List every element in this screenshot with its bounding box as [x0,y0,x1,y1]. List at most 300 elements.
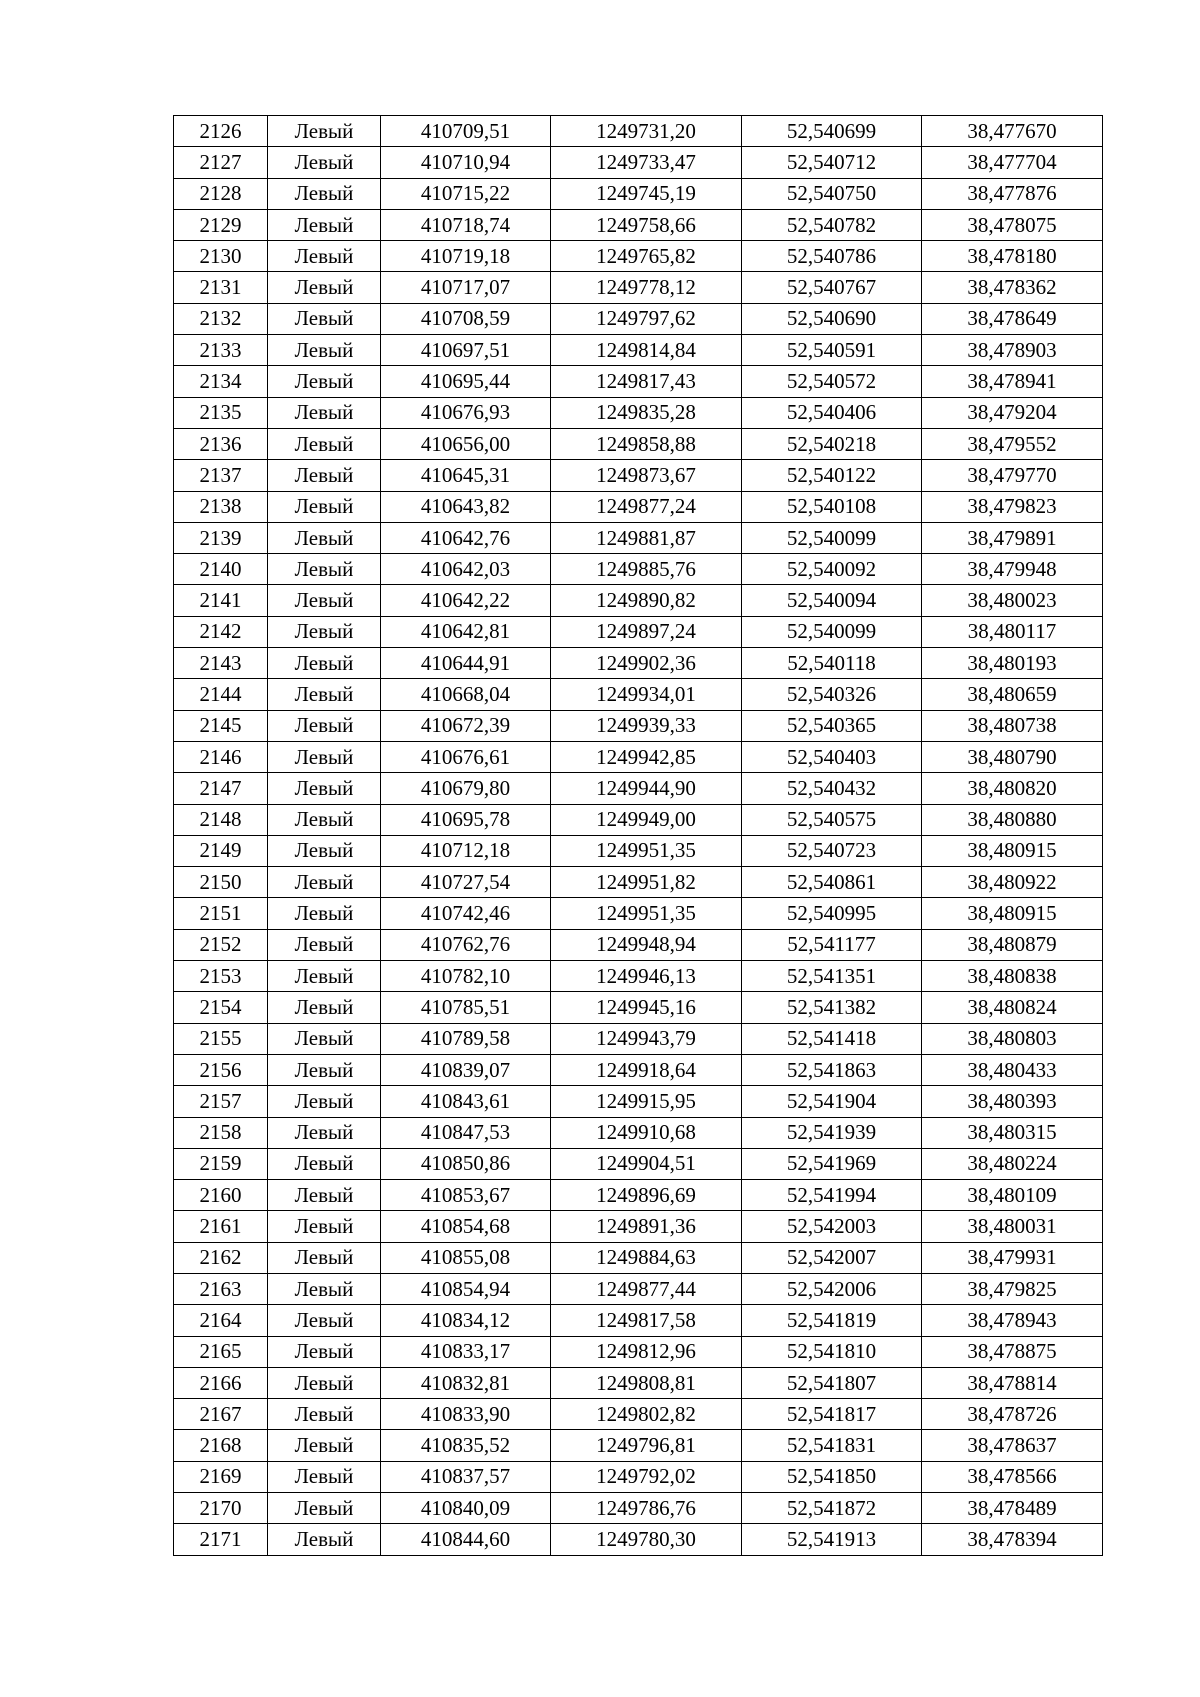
longitude-cell: 38,480433 [922,1054,1103,1085]
longitude-cell: 38,478362 [922,272,1103,303]
table-row [174,961,1103,992]
table-row [174,178,1103,209]
y-coordinate-cell: 1249944,90 [551,773,742,804]
x-coordinate-cell: 410656,00 [381,428,551,459]
side-cell: Левый [268,1336,381,1367]
y-coordinate-cell: 1249858,88 [551,428,742,459]
table-row [174,147,1103,178]
table-row [174,522,1103,553]
side-cell: Левый [268,1430,381,1461]
side-cell: Левый [268,929,381,960]
longitude-cell: 38,478637 [922,1430,1103,1461]
latitude-cell: 52,540326 [742,679,922,710]
table-row [174,1430,1103,1461]
x-coordinate-cell: 410672,39 [381,710,551,741]
y-coordinate-cell: 1249946,13 [551,961,742,992]
x-coordinate-cell: 410719,18 [381,241,551,272]
longitude-cell: 38,479948 [922,554,1103,585]
x-coordinate-cell: 410642,76 [381,522,551,553]
y-coordinate-cell: 1249877,24 [551,491,742,522]
point-number-cell: 2157 [174,1086,268,1117]
point-number-cell: 2127 [174,147,268,178]
latitude-cell: 52,540712 [742,147,922,178]
table-row [174,1493,1103,1524]
longitude-cell: 38,478943 [922,1305,1103,1336]
x-coordinate-cell: 410676,61 [381,741,551,772]
side-cell: Левый [268,1023,381,1054]
longitude-cell: 38,480803 [922,1023,1103,1054]
x-coordinate-cell: 410642,03 [381,554,551,585]
side-cell: Левый [268,1461,381,1492]
longitude-cell: 38,478394 [922,1524,1103,1555]
side-cell: Левый [268,428,381,459]
table-row [174,616,1103,647]
longitude-cell: 38,480023 [922,585,1103,616]
longitude-cell: 38,480824 [922,992,1103,1023]
y-coordinate-cell: 1249778,12 [551,272,742,303]
y-coordinate-cell: 1249758,66 [551,209,742,240]
table-row [174,1180,1103,1211]
point-number-cell: 2139 [174,522,268,553]
side-cell: Левый [268,241,381,272]
side-cell: Левый [268,648,381,679]
side-cell: Левый [268,116,381,147]
side-cell: Левый [268,992,381,1023]
longitude-cell: 38,479891 [922,522,1103,553]
longitude-cell: 38,478941 [922,366,1103,397]
table-row [174,335,1103,366]
table-row [174,366,1103,397]
table-row [174,773,1103,804]
point-number-cell: 2142 [174,616,268,647]
latitude-cell: 52,540108 [742,491,922,522]
longitude-cell: 38,480838 [922,961,1103,992]
point-number-cell: 2143 [174,648,268,679]
y-coordinate-cell: 1249948,94 [551,929,742,960]
side-cell: Левый [268,1273,381,1304]
longitude-cell: 38,479770 [922,460,1103,491]
longitude-cell: 38,480659 [922,679,1103,710]
table-row [174,1086,1103,1117]
coordinates-table [173,115,1103,1556]
side-cell: Левый [268,522,381,553]
table-row [174,648,1103,679]
latitude-cell: 52,541969 [742,1148,922,1179]
y-coordinate-cell: 1249939,33 [551,710,742,741]
point-number-cell: 2135 [174,397,268,428]
y-coordinate-cell: 1249786,76 [551,1493,742,1524]
y-coordinate-cell: 1249792,02 [551,1461,742,1492]
x-coordinate-cell: 410643,82 [381,491,551,522]
table-row [174,1211,1103,1242]
point-number-cell: 2147 [174,773,268,804]
x-coordinate-cell: 410833,90 [381,1399,551,1430]
table-row [174,1117,1103,1148]
longitude-cell: 38,480224 [922,1148,1103,1179]
side-cell: Левый [268,616,381,647]
y-coordinate-cell: 1249814,84 [551,335,742,366]
x-coordinate-cell: 410855,08 [381,1242,551,1273]
y-coordinate-cell: 1249797,62 [551,303,742,334]
latitude-cell: 52,540218 [742,428,922,459]
longitude-cell: 38,480315 [922,1117,1103,1148]
longitude-cell: 38,478180 [922,241,1103,272]
longitude-cell: 38,480820 [922,773,1103,804]
table-row [174,491,1103,522]
latitude-cell: 52,540995 [742,898,922,929]
point-number-cell: 2154 [174,992,268,1023]
x-coordinate-cell: 410833,17 [381,1336,551,1367]
latitude-cell: 52,540092 [742,554,922,585]
x-coordinate-cell: 410710,94 [381,147,551,178]
side-cell: Левый [268,867,381,898]
table-row [174,929,1103,960]
table-row [174,1242,1103,1273]
latitude-cell: 52,541351 [742,961,922,992]
table-row [174,992,1103,1023]
side-cell: Левый [268,397,381,428]
table-row [174,1273,1103,1304]
x-coordinate-cell: 410727,54 [381,867,551,898]
point-number-cell: 2149 [174,835,268,866]
latitude-cell: 52,540094 [742,585,922,616]
x-coordinate-cell: 410679,80 [381,773,551,804]
table-row [174,710,1103,741]
longitude-cell: 38,480915 [922,898,1103,929]
coordinates-table-body [174,116,1103,1556]
y-coordinate-cell: 1249951,82 [551,867,742,898]
table-row [174,116,1103,147]
latitude-cell: 52,540403 [742,741,922,772]
x-coordinate-cell: 410644,91 [381,648,551,679]
point-number-cell: 2140 [174,554,268,585]
y-coordinate-cell: 1249934,01 [551,679,742,710]
side-cell: Левый [268,491,381,522]
point-number-cell: 2133 [174,335,268,366]
side-cell: Левый [268,1367,381,1398]
side-cell: Левый [268,961,381,992]
longitude-cell: 38,480879 [922,929,1103,960]
side-cell: Левый [268,460,381,491]
side-cell: Левый [268,366,381,397]
side-cell: Левый [268,1524,381,1555]
latitude-cell: 52,541831 [742,1430,922,1461]
point-number-cell: 2168 [174,1430,268,1461]
longitude-cell: 38,480117 [922,616,1103,647]
x-coordinate-cell: 410847,53 [381,1117,551,1148]
x-coordinate-cell: 410789,58 [381,1023,551,1054]
latitude-cell: 52,542003 [742,1211,922,1242]
x-coordinate-cell: 410785,51 [381,992,551,1023]
longitude-cell: 38,477704 [922,147,1103,178]
latitude-cell: 52,541817 [742,1399,922,1430]
y-coordinate-cell: 1249951,35 [551,835,742,866]
table-row [174,741,1103,772]
longitude-cell: 38,480922 [922,867,1103,898]
y-coordinate-cell: 1249812,96 [551,1336,742,1367]
latitude-cell: 52,540750 [742,178,922,209]
latitude-cell: 52,541994 [742,1180,922,1211]
y-coordinate-cell: 1249945,16 [551,992,742,1023]
x-coordinate-cell: 410717,07 [381,272,551,303]
latitude-cell: 52,540786 [742,241,922,272]
y-coordinate-cell: 1249817,43 [551,366,742,397]
y-coordinate-cell: 1249765,82 [551,241,742,272]
point-number-cell: 2151 [174,898,268,929]
x-coordinate-cell: 410695,78 [381,804,551,835]
latitude-cell: 52,541810 [742,1336,922,1367]
longitude-cell: 38,478649 [922,303,1103,334]
side-cell: Левый [268,679,381,710]
table-row [174,835,1103,866]
x-coordinate-cell: 410832,81 [381,1367,551,1398]
latitude-cell: 52,541939 [742,1117,922,1148]
latitude-cell: 52,541418 [742,1023,922,1054]
y-coordinate-cell: 1249877,44 [551,1273,742,1304]
x-coordinate-cell: 410850,86 [381,1148,551,1179]
side-cell: Левый [268,1117,381,1148]
x-coordinate-cell: 410642,81 [381,616,551,647]
latitude-cell: 52,541382 [742,992,922,1023]
side-cell: Левый [268,147,381,178]
y-coordinate-cell: 1249904,51 [551,1148,742,1179]
point-number-cell: 2169 [174,1461,268,1492]
side-cell: Левый [268,1399,381,1430]
latitude-cell: 52,540432 [742,773,922,804]
longitude-cell: 38,478489 [922,1493,1103,1524]
latitude-cell: 52,540861 [742,867,922,898]
table-row [174,679,1103,710]
x-coordinate-cell: 410715,22 [381,178,551,209]
latitude-cell: 52,541913 [742,1524,922,1555]
longitude-cell: 38,477670 [922,116,1103,147]
point-number-cell: 2126 [174,116,268,147]
table-row [174,303,1103,334]
table-row [174,460,1103,491]
side-cell: Левый [268,335,381,366]
y-coordinate-cell: 1249745,19 [551,178,742,209]
point-number-cell: 2138 [174,491,268,522]
table-row [174,804,1103,835]
longitude-cell: 38,478814 [922,1367,1103,1398]
latitude-cell: 52,542007 [742,1242,922,1273]
point-number-cell: 2159 [174,1148,268,1179]
side-cell: Левый [268,178,381,209]
side-cell: Левый [268,1054,381,1085]
longitude-cell: 38,480193 [922,648,1103,679]
side-cell: Левый [268,554,381,585]
longitude-cell: 38,480738 [922,710,1103,741]
latitude-cell: 52,541177 [742,929,922,960]
table-row [174,867,1103,898]
x-coordinate-cell: 410712,18 [381,835,551,866]
point-number-cell: 2134 [174,366,268,397]
side-cell: Левый [268,1180,381,1211]
x-coordinate-cell: 410742,46 [381,898,551,929]
point-number-cell: 2161 [174,1211,268,1242]
longitude-cell: 38,478726 [922,1399,1103,1430]
x-coordinate-cell: 410695,44 [381,366,551,397]
point-number-cell: 2145 [174,710,268,741]
x-coordinate-cell: 410839,07 [381,1054,551,1085]
point-number-cell: 2150 [174,867,268,898]
latitude-cell: 52,541807 [742,1367,922,1398]
point-number-cell: 2166 [174,1367,268,1398]
point-number-cell: 2131 [174,272,268,303]
y-coordinate-cell: 1249731,20 [551,116,742,147]
table-row [174,1399,1103,1430]
point-number-cell: 2165 [174,1336,268,1367]
side-cell: Левый [268,1305,381,1336]
table-row [174,1054,1103,1085]
side-cell: Левый [268,209,381,240]
point-number-cell: 2152 [174,929,268,960]
x-coordinate-cell: 410834,12 [381,1305,551,1336]
point-number-cell: 2155 [174,1023,268,1054]
table-row [174,898,1103,929]
y-coordinate-cell: 1249896,69 [551,1180,742,1211]
y-coordinate-cell: 1249881,87 [551,522,742,553]
latitude-cell: 52,541819 [742,1305,922,1336]
y-coordinate-cell: 1249942,85 [551,741,742,772]
side-cell: Левый [268,1148,381,1179]
side-cell: Левый [268,303,381,334]
latitude-cell: 52,540575 [742,804,922,835]
side-cell: Левый [268,741,381,772]
point-number-cell: 2132 [174,303,268,334]
y-coordinate-cell: 1249949,00 [551,804,742,835]
latitude-cell: 52,541904 [742,1086,922,1117]
longitude-cell: 38,480790 [922,741,1103,772]
y-coordinate-cell: 1249918,64 [551,1054,742,1085]
y-coordinate-cell: 1249897,24 [551,616,742,647]
table-row [174,1305,1103,1336]
side-cell: Левый [268,1242,381,1273]
x-coordinate-cell: 410708,59 [381,303,551,334]
longitude-cell: 38,478875 [922,1336,1103,1367]
table-row [174,209,1103,240]
point-number-cell: 2146 [174,741,268,772]
latitude-cell: 52,540099 [742,616,922,647]
point-number-cell: 2156 [174,1054,268,1085]
point-number-cell: 2153 [174,961,268,992]
side-cell: Левый [268,1086,381,1117]
latitude-cell: 52,540591 [742,335,922,366]
x-coordinate-cell: 410854,94 [381,1273,551,1304]
y-coordinate-cell: 1249733,47 [551,147,742,178]
longitude-cell: 38,480031 [922,1211,1103,1242]
latitude-cell: 52,542006 [742,1273,922,1304]
point-number-cell: 2167 [174,1399,268,1430]
side-cell: Левый [268,898,381,929]
x-coordinate-cell: 410676,93 [381,397,551,428]
side-cell: Левый [268,835,381,866]
latitude-cell: 52,540572 [742,366,922,397]
longitude-cell: 38,477876 [922,178,1103,209]
y-coordinate-cell: 1249796,81 [551,1430,742,1461]
side-cell: Левый [268,804,381,835]
latitude-cell: 52,541850 [742,1461,922,1492]
latitude-cell: 52,540690 [742,303,922,334]
y-coordinate-cell: 1249873,67 [551,460,742,491]
point-number-cell: 2136 [174,428,268,459]
longitude-cell: 38,479823 [922,491,1103,522]
y-coordinate-cell: 1249817,58 [551,1305,742,1336]
x-coordinate-cell: 410837,57 [381,1461,551,1492]
y-coordinate-cell: 1249802,82 [551,1399,742,1430]
table-row [174,1023,1103,1054]
table-row [174,1148,1103,1179]
x-coordinate-cell: 410718,74 [381,209,551,240]
y-coordinate-cell: 1249885,76 [551,554,742,585]
latitude-cell: 52,540767 [742,272,922,303]
latitude-cell: 52,540122 [742,460,922,491]
longitude-cell: 38,479931 [922,1242,1103,1273]
y-coordinate-cell: 1249910,68 [551,1117,742,1148]
table-row [174,1524,1103,1555]
longitude-cell: 38,478566 [922,1461,1103,1492]
point-number-cell: 2137 [174,460,268,491]
x-coordinate-cell: 410697,51 [381,335,551,366]
side-cell: Левый [268,272,381,303]
y-coordinate-cell: 1249943,79 [551,1023,742,1054]
y-coordinate-cell: 1249902,36 [551,648,742,679]
longitude-cell: 38,480880 [922,804,1103,835]
table-row [174,1336,1103,1367]
latitude-cell: 52,540099 [742,522,922,553]
x-coordinate-cell: 410709,51 [381,116,551,147]
side-cell: Левый [268,1493,381,1524]
longitude-cell: 38,479552 [922,428,1103,459]
y-coordinate-cell: 1249891,36 [551,1211,742,1242]
x-coordinate-cell: 410853,67 [381,1180,551,1211]
x-coordinate-cell: 410844,60 [381,1524,551,1555]
side-cell: Левый [268,773,381,804]
longitude-cell: 38,480109 [922,1180,1103,1211]
point-number-cell: 2128 [174,178,268,209]
side-cell: Левый [268,710,381,741]
latitude-cell: 52,541872 [742,1493,922,1524]
y-coordinate-cell: 1249915,95 [551,1086,742,1117]
table-row [174,241,1103,272]
point-number-cell: 2163 [174,1273,268,1304]
longitude-cell: 38,480393 [922,1086,1103,1117]
table-row [174,554,1103,585]
latitude-cell: 52,540723 [742,835,922,866]
point-number-cell: 2170 [174,1493,268,1524]
x-coordinate-cell: 410762,76 [381,929,551,960]
y-coordinate-cell: 1249890,82 [551,585,742,616]
table-row [174,1367,1103,1398]
point-number-cell: 2160 [174,1180,268,1211]
point-number-cell: 2141 [174,585,268,616]
table-row [174,585,1103,616]
x-coordinate-cell: 410854,68 [381,1211,551,1242]
table-row [174,397,1103,428]
y-coordinate-cell: 1249835,28 [551,397,742,428]
point-number-cell: 2144 [174,679,268,710]
point-number-cell: 2148 [174,804,268,835]
latitude-cell: 52,540365 [742,710,922,741]
table-row [174,1461,1103,1492]
x-coordinate-cell: 410642,22 [381,585,551,616]
latitude-cell: 52,540406 [742,397,922,428]
point-number-cell: 2164 [174,1305,268,1336]
x-coordinate-cell: 410668,04 [381,679,551,710]
point-number-cell: 2158 [174,1117,268,1148]
side-cell: Левый [268,585,381,616]
longitude-cell: 38,478903 [922,335,1103,366]
